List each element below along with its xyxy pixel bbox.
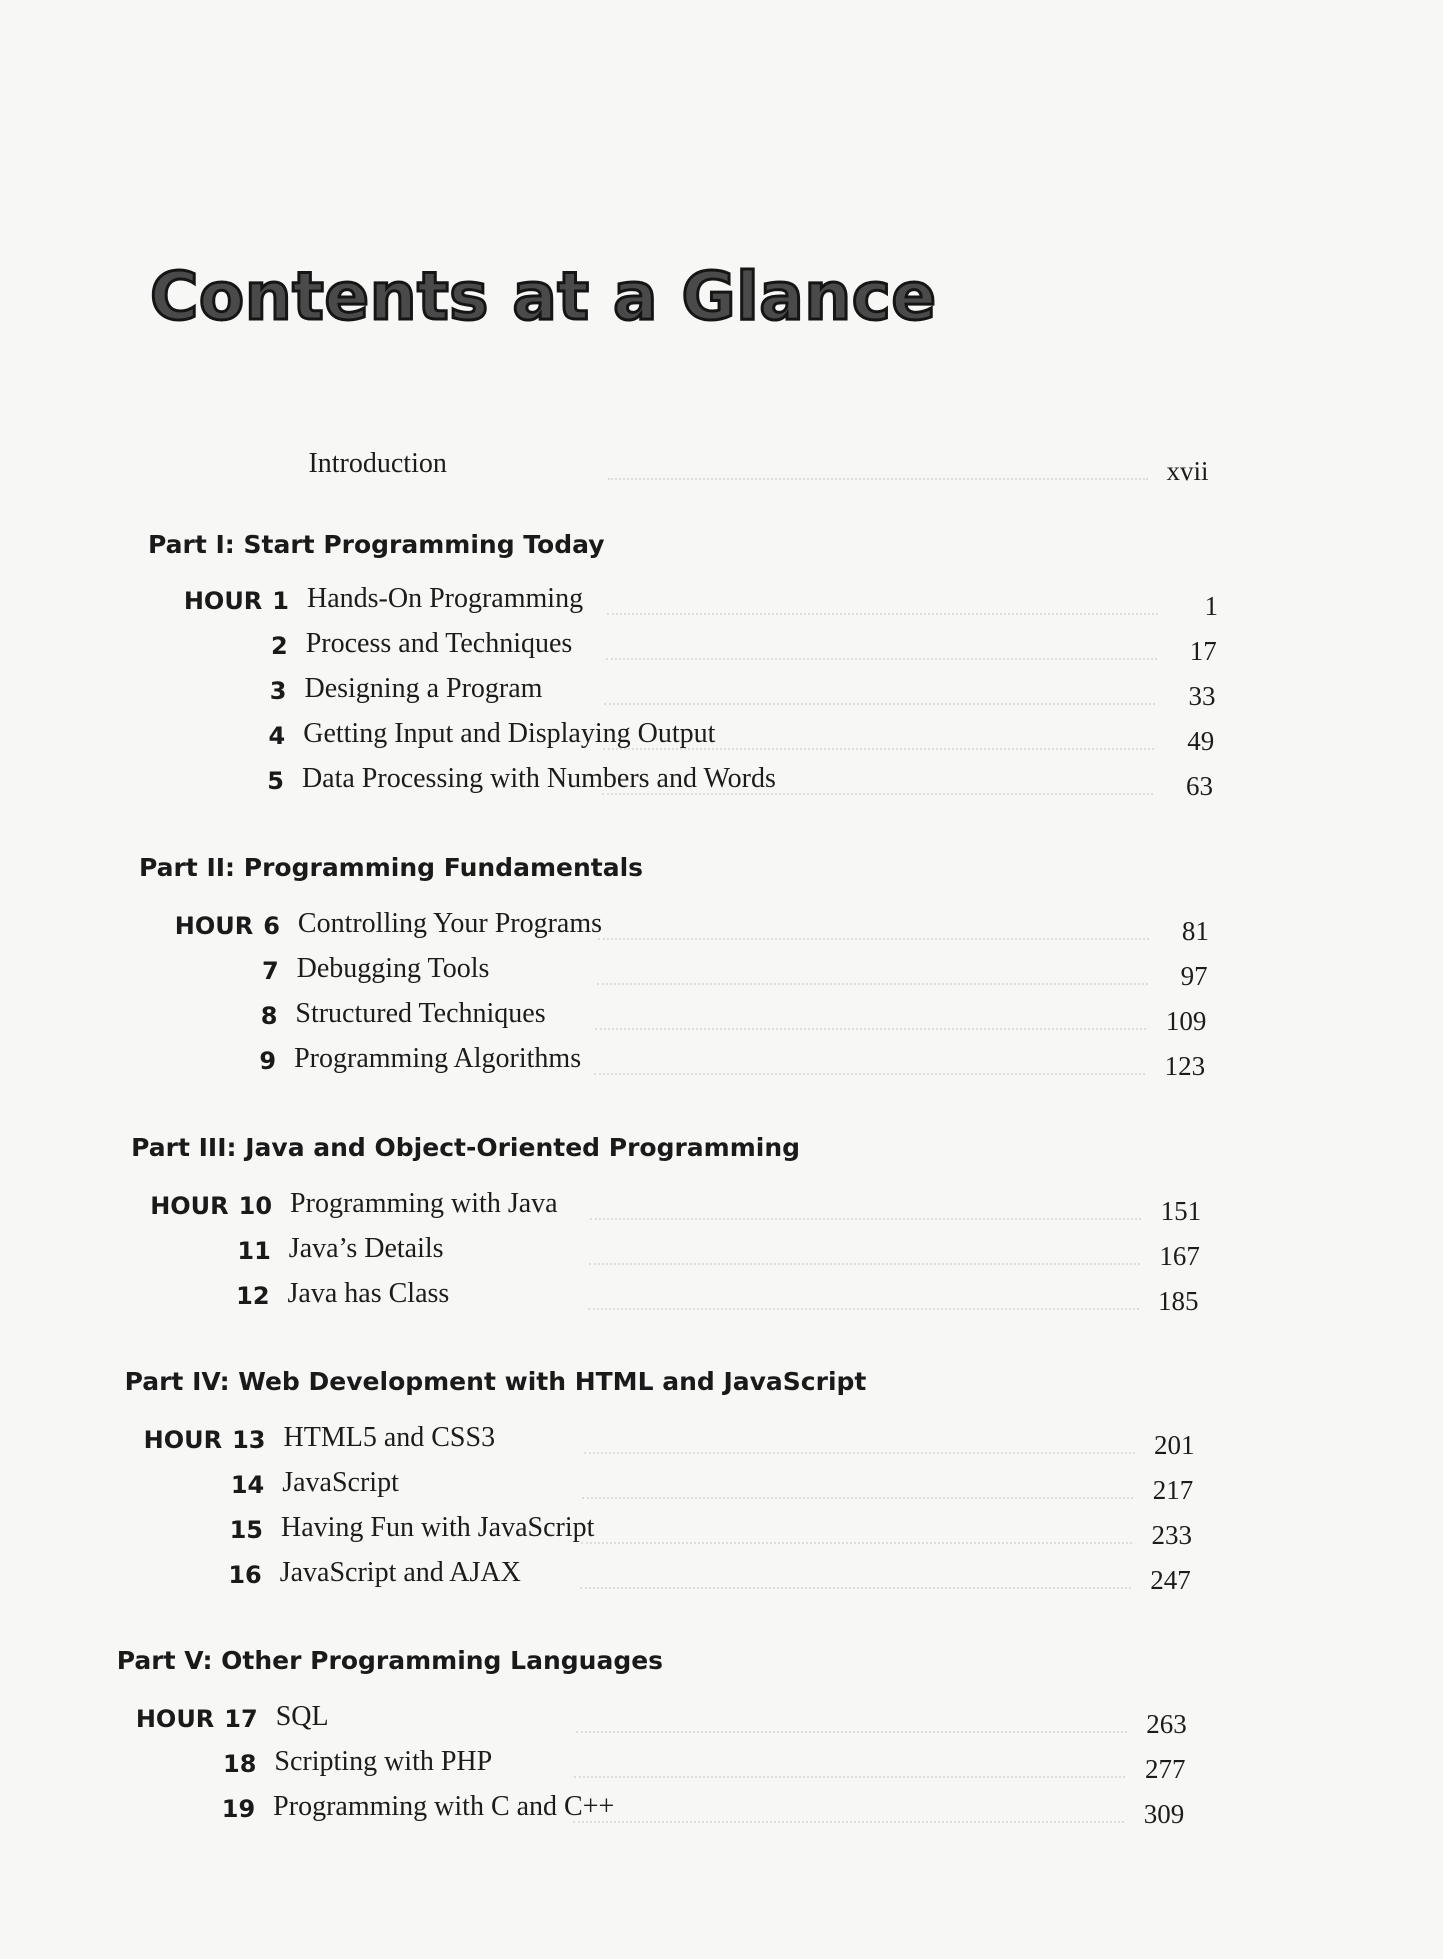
- hour-word: HOUR: [143, 1426, 223, 1454]
- chapter-title: Process and Techniques: [305, 628, 573, 659]
- toc-row-introduction: [0, 448, 1443, 492]
- chapter-title: Hands-On Programming: [307, 583, 584, 614]
- chapter-title: Debugging Tools: [296, 953, 490, 984]
- toc-row-hour: [0, 953, 1443, 997]
- dot-leader: [594, 1073, 1145, 1075]
- dot-leader: [588, 1308, 1139, 1310]
- page-number: 63: [1185, 771, 1213, 801]
- hour-word: HOUR: [150, 1192, 229, 1220]
- hour-number: 4: [268, 722, 286, 750]
- toc-row-hour: [0, 583, 1443, 627]
- page-number: 1: [1204, 591, 1218, 621]
- dot-leader: [581, 1542, 1132, 1544]
- hour-number: 8: [260, 1002, 278, 1030]
- hour-label: [259, 1047, 276, 1075]
- page-number: 33: [1188, 681, 1216, 711]
- chapter-title: Introduction: [308, 448, 447, 479]
- part-heading: Part V: Other Programming Languages: [116, 1646, 664, 1675]
- chapter-title: Programming with C and C++: [273, 1791, 615, 1822]
- hour-number: 2: [271, 632, 288, 660]
- page-number: 17: [1189, 636, 1217, 666]
- hour-label: [222, 1795, 255, 1823]
- toc-row-hour: [0, 908, 1443, 952]
- dot-leader: [580, 1587, 1131, 1589]
- chapter-title: Scripting with PHP: [274, 1746, 493, 1777]
- dot-leader: [582, 1497, 1133, 1499]
- page-number: 277: [1144, 1754, 1186, 1784]
- toc-row-hour: [0, 1043, 1443, 1087]
- hour-label: [184, 587, 289, 615]
- hour-label: [262, 957, 279, 985]
- dot-leader: [607, 613, 1158, 615]
- hour-label: [228, 1561, 261, 1589]
- dot-leader: [576, 1731, 1127, 1733]
- page-number: 81: [1181, 916, 1209, 946]
- toc-row-hour: [0, 628, 1443, 672]
- page-number: 185: [1158, 1286, 1199, 1316]
- page-number: 247: [1150, 1565, 1191, 1595]
- hour-label: [236, 1282, 269, 1310]
- page-number: 97: [1180, 961, 1208, 991]
- dot-leader: [590, 1218, 1141, 1220]
- part-heading: Part I: Start Programming Today: [148, 530, 605, 559]
- hour-word: HOUR: [183, 587, 263, 615]
- page-number: 167: [1159, 1241, 1200, 1271]
- hour-label: [267, 767, 284, 795]
- chapter-title: Programming Algorithms: [294, 1043, 582, 1074]
- page-number: 263: [1146, 1709, 1187, 1739]
- chapter-title: Programming with Java: [290, 1188, 558, 1219]
- hour-label: [150, 1192, 272, 1220]
- chapter-title: Designing a Program: [304, 673, 543, 704]
- hour-label: [136, 1705, 258, 1733]
- hour-number: 15: [229, 1516, 263, 1544]
- page-number: 49: [1187, 726, 1215, 756]
- dot-leader: [603, 748, 1154, 750]
- toc-row-hour: [0, 1467, 1443, 1511]
- hour-number: 1: [272, 587, 289, 615]
- hour-label: [261, 1002, 278, 1030]
- page-number: 233: [1151, 1520, 1192, 1550]
- part-heading: Part II: Programming Fundamentals: [138, 853, 644, 882]
- toc-row-hour: [0, 718, 1443, 762]
- dot-leader: [573, 1821, 1124, 1823]
- hour-number: 12: [236, 1282, 270, 1310]
- toc-row-hour: [0, 1422, 1443, 1466]
- toc-row-hour: [0, 1233, 1443, 1277]
- hour-number: 14: [230, 1471, 265, 1499]
- hour-number: 10: [238, 1192, 273, 1220]
- toc-row-hour: [0, 1188, 1443, 1232]
- hour-label: [231, 1471, 264, 1499]
- toc-row-hour: [0, 1746, 1443, 1790]
- hour-label: [269, 722, 286, 750]
- hour-label: [144, 1426, 266, 1454]
- toc-row-hour: [0, 1701, 1443, 1745]
- part-heading: Part III: Java and Object-Oriented Programming: [131, 1133, 801, 1162]
- hour-number: 11: [237, 1237, 271, 1265]
- chapter-title: SQL: [275, 1701, 329, 1732]
- dot-leader: [608, 478, 1148, 480]
- dot-leader: [584, 1452, 1135, 1454]
- page-number: 201: [1154, 1430, 1195, 1460]
- hour-word: HOUR: [135, 1705, 215, 1733]
- hour-number: 19: [221, 1795, 256, 1823]
- part-heading: Part IV: Web Development with HTML and JavaScript: [124, 1367, 867, 1396]
- hour-number: 13: [232, 1426, 266, 1454]
- toc-row-hour: [0, 1512, 1443, 1556]
- hour-number: 3: [269, 677, 287, 705]
- hour-label: [230, 1516, 263, 1544]
- page-number: 109: [1165, 1006, 1207, 1036]
- hour-label: [270, 677, 287, 705]
- toc-row-hour: [0, 763, 1443, 807]
- toc-row-hour: [0, 998, 1443, 1042]
- hour-number: 6: [263, 912, 280, 940]
- hour-number: 18: [223, 1750, 257, 1778]
- page-number: xvii: [1166, 456, 1209, 486]
- toc-row-hour: [0, 1278, 1443, 1322]
- hour-label: [175, 912, 280, 940]
- hour-label: [271, 632, 288, 660]
- toc-row-hour: [0, 1791, 1443, 1835]
- dot-leader: [602, 793, 1153, 795]
- chapter-title: Controlling Your Programs: [297, 908, 603, 939]
- toc-row-hour: [0, 1557, 1443, 1601]
- chapter-title: JavaScript and AJAX: [279, 1557, 521, 1588]
- dot-leader: [604, 703, 1155, 705]
- chapter-title: HTML5 and CSS3: [283, 1422, 496, 1453]
- page-number: 151: [1160, 1196, 1202, 1226]
- chapter-title: JavaScript: [282, 1467, 399, 1498]
- chapter-title: Data Processing with Numbers and Words: [301, 763, 776, 794]
- chapter-title: Java has Class: [287, 1278, 450, 1309]
- hour-number: 17: [224, 1705, 258, 1733]
- hour-number: 9: [259, 1047, 277, 1075]
- page-number: 217: [1152, 1475, 1194, 1505]
- hour-label: [223, 1750, 256, 1778]
- hour-number: 5: [267, 767, 284, 795]
- hour-number: 16: [228, 1561, 262, 1589]
- chapter-title: Structured Techniques: [295, 998, 546, 1029]
- page-title: Contents at a Glance: [150, 258, 937, 335]
- hour-word: HOUR: [174, 912, 254, 940]
- chapter-title: Java’s Details: [288, 1233, 444, 1264]
- toc-row-hour: [0, 673, 1443, 717]
- dot-leader: [598, 938, 1149, 940]
- page-number: 123: [1164, 1051, 1206, 1081]
- dot-leader: [597, 983, 1148, 985]
- chapter-title: Getting Input and Displaying Output: [303, 718, 716, 749]
- page-number: 309: [1143, 1799, 1185, 1829]
- dot-leader: [589, 1263, 1140, 1265]
- dot-leader: [606, 658, 1157, 660]
- hour-label: [237, 1237, 270, 1265]
- dot-leader: [574, 1776, 1125, 1778]
- hour-number: 7: [261, 957, 279, 985]
- dot-leader: [595, 1028, 1146, 1030]
- chapter-title: Having Fun with JavaScript: [280, 1512, 595, 1543]
